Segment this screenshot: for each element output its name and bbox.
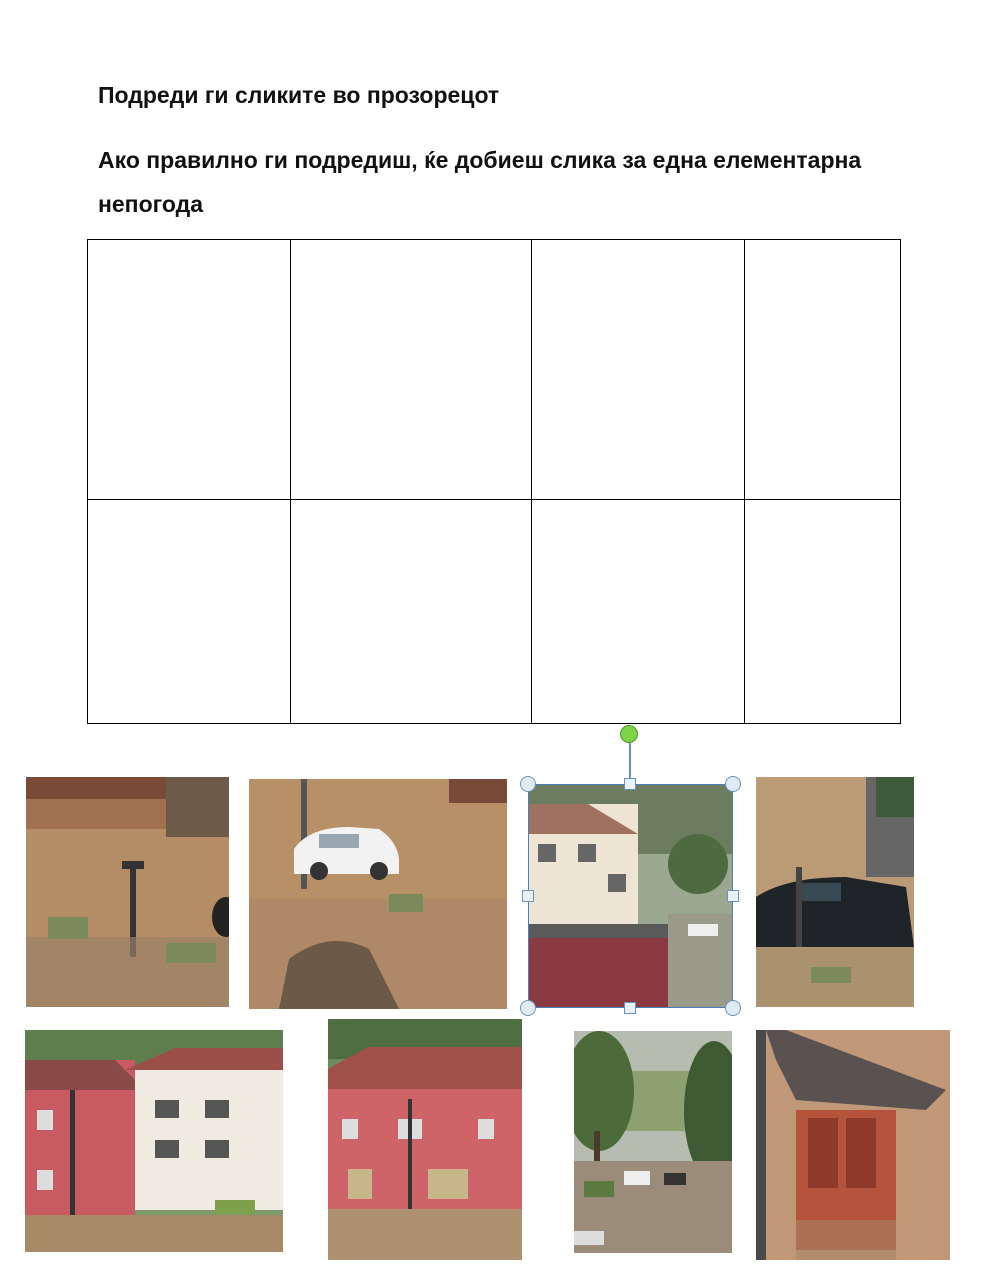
grid-cell[interactable] (291, 240, 532, 500)
resize-handle-top[interactable] (624, 778, 636, 790)
worksheet-title: Подреди ги сликите во прозорецот (98, 82, 500, 108)
grid-cell[interactable] (532, 500, 745, 724)
resize-handle-top-right[interactable] (725, 776, 741, 792)
grid-cell[interactable] (745, 240, 901, 500)
piece-flooded-trees[interactable] (574, 1031, 732, 1253)
grid-cell[interactable] (88, 240, 291, 500)
piece-flooded-white-car[interactable] (249, 779, 507, 1009)
grid-cell[interactable] (532, 240, 745, 500)
resize-handle-top-left[interactable] (520, 776, 536, 792)
resize-handle-left[interactable] (522, 890, 534, 902)
grid-cell[interactable] (745, 500, 901, 724)
grid-cell[interactable] (291, 500, 532, 724)
resize-handle-bottom-left[interactable] (520, 1000, 536, 1016)
puzzle-grid (87, 239, 901, 724)
piece-flooded-roof[interactable] (756, 1030, 950, 1260)
piece-flooded-street-view[interactable] (528, 784, 733, 1008)
worksheet-instructions: Ако правилно ги подредиш, ќе добиеш слика за една елементарна непогода (98, 147, 862, 217)
piece-flooded-buildings[interactable] (25, 1030, 283, 1252)
grid-cell[interactable] (88, 500, 291, 724)
piece-flooded-dark-car[interactable] (756, 777, 914, 1007)
piece-flooded-street-lamp[interactable] (26, 777, 229, 1007)
rotate-handle-icon[interactable] (620, 725, 638, 743)
resize-handle-bottom[interactable] (624, 1002, 636, 1014)
resize-handle-bottom-right[interactable] (725, 1000, 741, 1016)
piece-flooded-red-house[interactable] (328, 1019, 522, 1260)
resize-handle-right[interactable] (727, 890, 739, 902)
